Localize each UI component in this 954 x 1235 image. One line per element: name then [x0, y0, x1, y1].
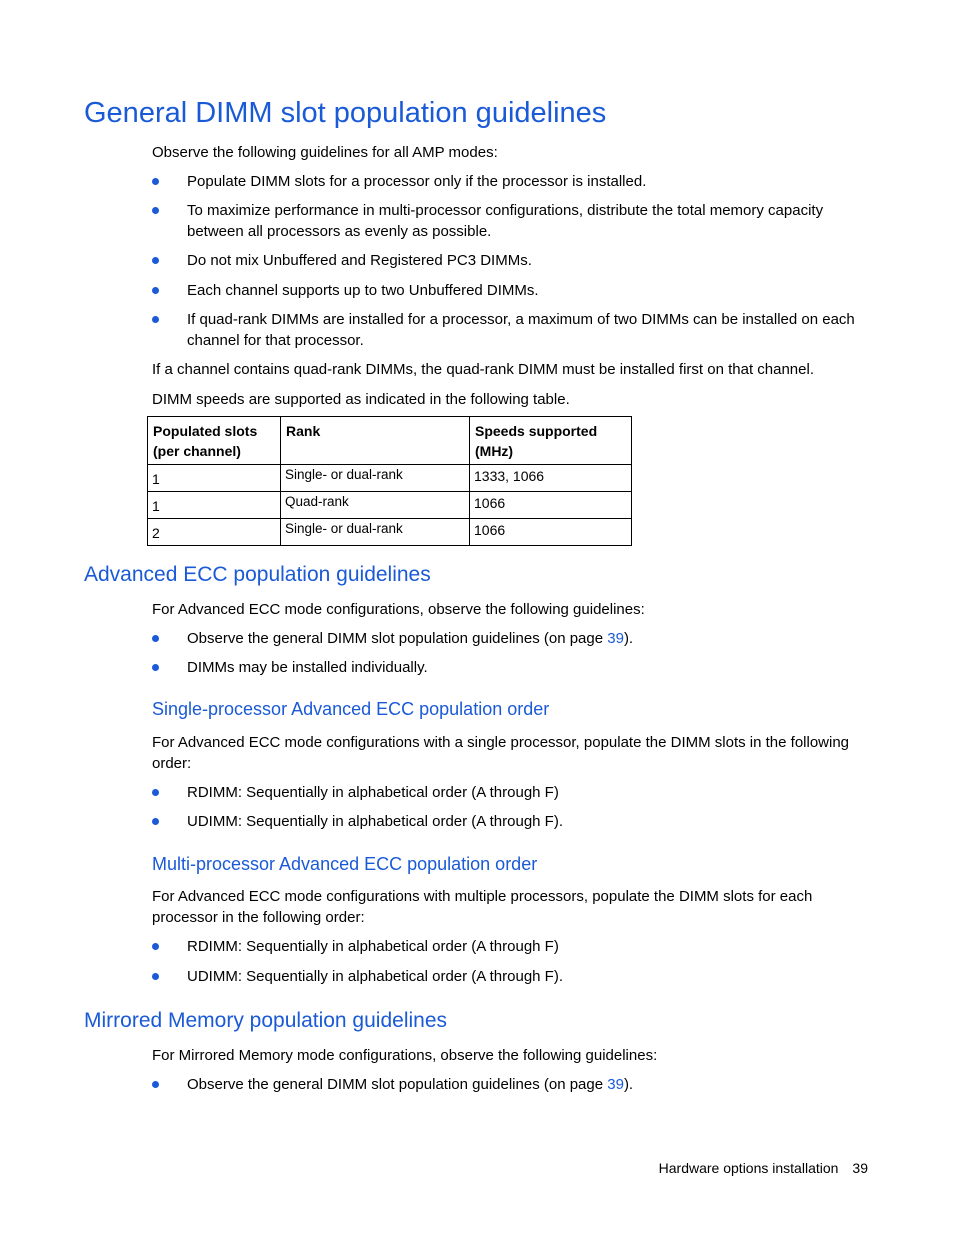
- bullet-text: Observe the general DIMM slot population guidelines (on page: [187, 630, 608, 647]
- cell-populated-slots: 1: [148, 492, 281, 519]
- mirrored-memory-heading: Mirrored Memory population guidelines: [84, 1009, 448, 1032]
- bullet-icon: [152, 789, 159, 796]
- general-intro: Observe the following guidelines for all AMP modes:: [152, 144, 498, 161]
- page-link[interactable]: 39: [607, 630, 624, 647]
- bullet-icon: [152, 818, 159, 825]
- table-row: [148, 519, 632, 546]
- cell-rank: Single- or dual-rank: [281, 519, 470, 546]
- list-item: DIMMs may be installed individually.: [187, 659, 428, 676]
- cell-speeds: 1066: [470, 519, 632, 546]
- list-item: [187, 628, 877, 649]
- cell-populated-slots: 1: [148, 465, 281, 492]
- quad-rank-note: If a channel contains quad-rank DIMMs, the quad-rank DIMM must be installed first on that channel.: [152, 361, 814, 378]
- multi-processor-intro: For Advanced ECC mode configurations with multiple processors, populate the DIMM slots for each processor in the following order:: [152, 888, 813, 926]
- footer-section-title: Hardware options installation: [658, 1160, 839, 1176]
- column-header-rank: Rank: [281, 417, 470, 465]
- list-item: UDIMM: Sequentially in alphabetical order (A through F).: [187, 813, 564, 830]
- bullet-icon: [152, 316, 159, 323]
- cell-speeds: 1066: [470, 492, 632, 519]
- cell-rank: Single- or dual-rank: [281, 465, 470, 492]
- table-row: [148, 465, 632, 492]
- page-footer: [659, 1158, 868, 1178]
- single-processor-intro: For Advanced ECC mode configurations with a single processor, populate the DIMM slots in the following order:: [152, 734, 850, 772]
- list-item: Each channel supports up to two Unbuffered DIMMs.: [187, 282, 539, 299]
- page-link[interactable]: 39: [607, 1076, 624, 1093]
- multi-processor-heading: Multi-processor Advanced ECC population order: [152, 854, 538, 874]
- column-header-populated-slots: Populated slots (per channel): [148, 417, 281, 465]
- bullet-icon: [152, 207, 159, 214]
- list-item: RDIMM: Sequentially in alphabetical order (A through F): [187, 938, 559, 955]
- bullet-icon: [152, 973, 159, 980]
- advanced-ecc-heading: Advanced ECC population guidelines: [84, 563, 431, 586]
- cell-speeds: 1333, 1066: [470, 465, 632, 492]
- list-item: UDIMM: Sequentially in alphabetical order (A through F).: [187, 968, 564, 985]
- table-header-row: [148, 417, 632, 465]
- bullet-text-end: ).: [623, 1076, 634, 1093]
- bullet-icon: [152, 178, 159, 185]
- bullet-text: Observe the general DIMM slot population guidelines (on page: [187, 1076, 608, 1093]
- list-item: RDIMM: Sequentially in alphabetical order (A through F): [187, 784, 559, 801]
- cell-populated-slots: 2: [148, 519, 281, 546]
- footer-page-number: 39: [852, 1160, 868, 1176]
- single-processor-heading: Single-processor Advanced ECC population order: [152, 699, 550, 719]
- bullet-icon: [152, 257, 159, 264]
- column-header-speeds: Speeds supported (MHz): [470, 417, 632, 465]
- bullet-icon: [152, 287, 159, 294]
- list-item: [187, 1074, 877, 1095]
- table-intro: DIMM speeds are supported as indicated in the following table.: [152, 391, 570, 408]
- list-item: To maximize performance in multi-processor configurations, distribute the total memory capacity between all processors as evenly as possible.: [187, 202, 824, 240]
- bullet-icon: [152, 635, 159, 642]
- advanced-ecc-intro: For Advanced ECC mode configurations, observe the following guidelines:: [152, 601, 645, 618]
- bullet-icon: [152, 943, 159, 950]
- mirrored-memory-intro: For Mirrored Memory mode configurations, observe the following guidelines:: [152, 1047, 658, 1064]
- bullet-text-end: ).: [623, 630, 634, 647]
- table-row: [148, 492, 632, 519]
- bullet-icon: [152, 664, 159, 671]
- bullet-icon: [152, 1081, 159, 1088]
- page-title: General DIMM slot population guidelines: [84, 97, 607, 129]
- dimm-speed-table: [147, 416, 632, 546]
- cell-rank: Quad-rank: [281, 492, 470, 519]
- list-item: If quad-rank DIMMs are installed for a processor, a maximum of two DIMMs can be installed on each channel for that processor.: [187, 311, 855, 349]
- list-item: Populate DIMM slots for a processor only if the processor is installed.: [187, 173, 647, 190]
- list-item: Do not mix Unbuffered and Registered PC3 DIMMs.: [187, 252, 532, 269]
